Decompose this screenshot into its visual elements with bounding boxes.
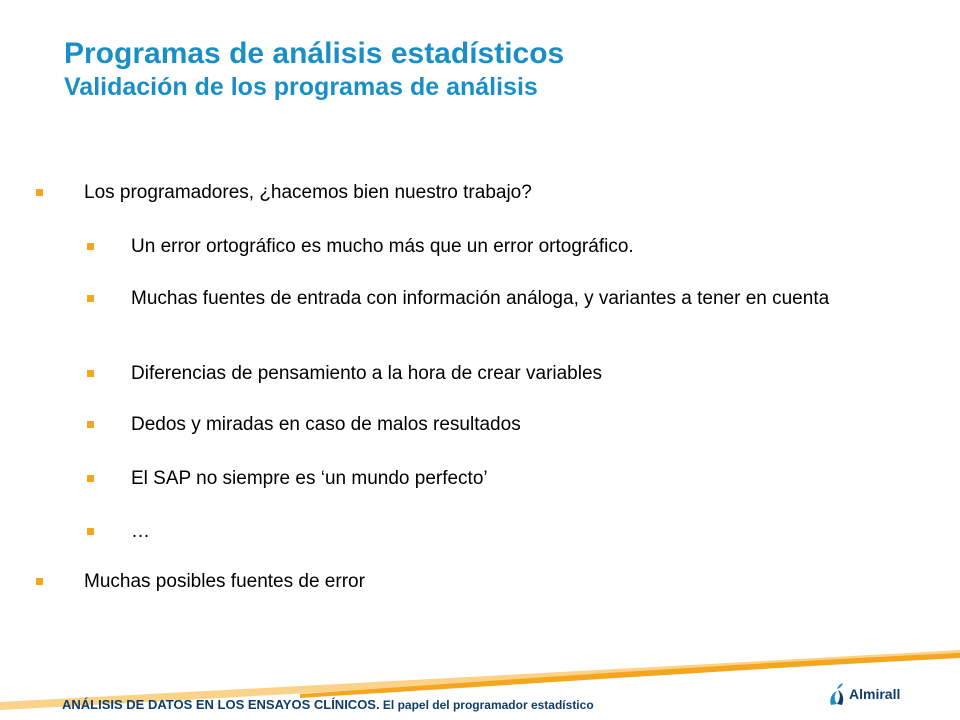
bullet-item <box>84 181 934 204</box>
bullet-text: Diferencias de pensamiento a la hora de crear variables <box>131 363 603 384</box>
bullet-text: El SAP no siempre es ‘un mundo perfecto’ <box>131 468 488 489</box>
square-bullet-icon <box>36 189 43 196</box>
bullet-text: Muchas fuentes de entrada con información análoga, y variantes a tener en cuenta <box>131 288 830 309</box>
square-bullet-icon <box>87 295 94 302</box>
bullet-item <box>131 467 936 490</box>
slide-title: Programas de análisis estadísticos <box>64 37 565 70</box>
square-bullet-icon <box>36 578 43 585</box>
slide-title-block <box>64 36 564 102</box>
footer-caption <box>62 697 594 712</box>
bullet-text: Un error ortográfico es mucho más que un error ortográfico. <box>131 236 634 257</box>
bullet-item <box>131 235 936 258</box>
footer-caption-rest: El papel del programador estadístico <box>379 698 594 712</box>
logo-text: Almirall <box>849 686 901 702</box>
bullet-item <box>131 287 936 310</box>
bullet-item <box>131 362 936 385</box>
square-bullet-icon <box>87 528 94 535</box>
square-bullet-icon <box>87 421 94 428</box>
almirall-logo-icon <box>828 681 846 707</box>
bullet-text: Muchas posibles fuentes de error <box>84 571 365 592</box>
square-bullet-icon <box>87 370 94 377</box>
bullet-text: Los programadores, ¿hacemos bien nuestro trabajo? <box>84 182 532 203</box>
slide-subtitle: Validación de los programas de análisis <box>64 73 538 101</box>
bullet-text: … <box>131 521 150 542</box>
almirall-logo <box>828 680 900 708</box>
bullet-text: Dedos y miradas en caso de malos resultados <box>131 414 521 435</box>
footer-caption-main: ANÁLISIS DE DATOS EN LOS ENSAYOS CLÍNICOS. <box>62 697 380 712</box>
bullet-item <box>131 520 936 543</box>
bullet-item <box>131 413 936 436</box>
bullet-item <box>84 570 934 593</box>
square-bullet-icon <box>87 243 94 250</box>
square-bullet-icon <box>87 475 94 482</box>
